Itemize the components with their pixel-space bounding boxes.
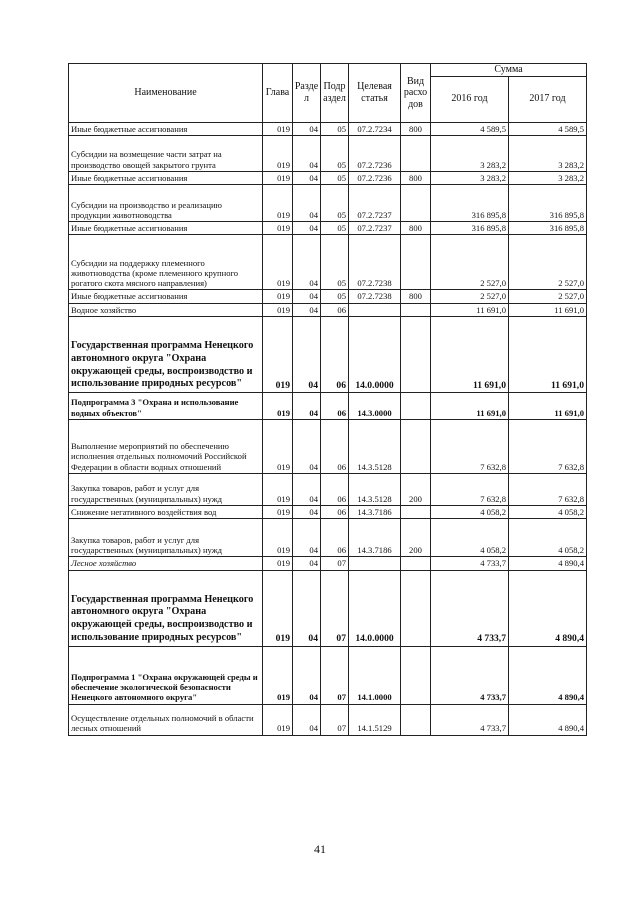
table-row xyxy=(69,646,587,704)
row-name: Субсидии на поддержку племенного животноводства (кроме племенного крупного рогатого скота мясного направления) xyxy=(69,235,263,290)
row-target: 07.2.7236 xyxy=(349,135,401,171)
row-subsection: 07 xyxy=(321,646,349,704)
row-chapter: 019 xyxy=(263,570,293,646)
row-subsection: 05 xyxy=(321,171,349,184)
row-target: 14.3.0000 xyxy=(349,393,401,420)
row-name: Субсидии на производство и реализацию продукции животноводства xyxy=(69,185,263,222)
row-sum-2017: 4 890,4 xyxy=(509,557,587,570)
row-sum-2016: 3 283,2 xyxy=(431,171,509,184)
row-section: 04 xyxy=(293,290,321,303)
row-chapter: 019 xyxy=(263,317,293,393)
row-section: 04 xyxy=(293,646,321,704)
row-name: Снижение негативного воздействия вод xyxy=(69,506,263,519)
row-name: Водное хозяйство xyxy=(69,303,263,316)
row-target: 07.2.7234 xyxy=(349,122,401,135)
table-row xyxy=(69,235,587,290)
row-sum-2017: 4 058,2 xyxy=(509,519,587,557)
row-expense-type: 200 xyxy=(401,519,431,557)
row-sum-2016: 2 527,0 xyxy=(431,235,509,290)
header-year-2016: 2016 год xyxy=(431,76,509,122)
header-section: Разде л xyxy=(293,64,321,123)
header-year-2017: 2017 год xyxy=(509,76,587,122)
row-chapter: 019 xyxy=(263,122,293,135)
row-name: Подпрограмма 1 "Охрана окружающей среды и обеспечение экологической безопасности Ненецкого автономного округа" xyxy=(69,646,263,704)
row-sum-2016: 4 589,5 xyxy=(431,122,509,135)
row-subsection: 06 xyxy=(321,474,349,506)
table-row xyxy=(69,122,587,135)
row-name: Иные бюджетные ассигнования xyxy=(69,222,263,235)
row-sum-2016: 7 632,8 xyxy=(431,420,509,474)
row-target: 14.3.7186 xyxy=(349,506,401,519)
row-subsection: 05 xyxy=(321,122,349,135)
row-sum-2016: 4 733,7 xyxy=(431,570,509,646)
row-subsection: 05 xyxy=(321,290,349,303)
row-expense-type xyxy=(401,420,431,474)
table-row xyxy=(69,222,587,235)
row-sum-2017: 3 283,2 xyxy=(509,135,587,171)
row-section: 04 xyxy=(293,557,321,570)
row-chapter: 019 xyxy=(263,474,293,506)
page-number: 41 xyxy=(314,842,326,856)
row-section: 04 xyxy=(293,235,321,290)
row-subsection: 06 xyxy=(321,506,349,519)
row-expense-type: 800 xyxy=(401,122,431,135)
row-sum-2016: 4 058,2 xyxy=(431,506,509,519)
row-chapter: 019 xyxy=(263,646,293,704)
row-sum-2017: 316 895,8 xyxy=(509,222,587,235)
row-sum-2017: 4 890,4 xyxy=(509,646,587,704)
row-section: 04 xyxy=(293,474,321,506)
row-target: 07.2.7238 xyxy=(349,235,401,290)
row-target: 14.1.5129 xyxy=(349,704,401,735)
row-section: 04 xyxy=(293,519,321,557)
row-section: 04 xyxy=(293,185,321,222)
row-expense-type: 800 xyxy=(401,290,431,303)
row-target: 14.1.0000 xyxy=(349,646,401,704)
row-chapter: 019 xyxy=(263,519,293,557)
table-row xyxy=(69,303,587,316)
row-target: 14.3.5128 xyxy=(349,474,401,506)
row-target: 14.3.5128 xyxy=(349,420,401,474)
row-section: 04 xyxy=(293,420,321,474)
row-target: 14.3.7186 xyxy=(349,519,401,557)
row-sum-2016: 4 733,7 xyxy=(431,704,509,735)
row-chapter: 019 xyxy=(263,222,293,235)
row-section: 04 xyxy=(293,122,321,135)
header-subsection: Подр аздел xyxy=(321,64,349,123)
table-row xyxy=(69,290,587,303)
row-target: 07.2.7237 xyxy=(349,185,401,222)
row-chapter: 019 xyxy=(263,185,293,222)
row-sum-2016: 316 895,8 xyxy=(431,222,509,235)
row-sum-2017: 2 527,0 xyxy=(509,235,587,290)
row-chapter: 019 xyxy=(263,420,293,474)
row-expense-type xyxy=(401,646,431,704)
row-sum-2017: 11 691,0 xyxy=(509,303,587,316)
table-row xyxy=(69,317,587,393)
row-expense-type: 800 xyxy=(401,171,431,184)
row-sum-2017: 4 058,2 xyxy=(509,506,587,519)
row-sum-2017: 4 890,4 xyxy=(509,704,587,735)
row-subsection: 07 xyxy=(321,704,349,735)
row-sum-2016: 4 058,2 xyxy=(431,519,509,557)
header-name: Наименование xyxy=(69,64,263,123)
row-sum-2017: 4 589,5 xyxy=(509,122,587,135)
row-subsection: 06 xyxy=(321,303,349,316)
row-section: 04 xyxy=(293,317,321,393)
row-subsection: 06 xyxy=(321,420,349,474)
table-row xyxy=(69,570,587,646)
row-subsection: 07 xyxy=(321,557,349,570)
row-section: 04 xyxy=(293,570,321,646)
row-sum-2016: 11 691,0 xyxy=(431,393,509,420)
row-section: 04 xyxy=(293,506,321,519)
row-expense-type xyxy=(401,557,431,570)
row-sum-2017: 3 283,2 xyxy=(509,171,587,184)
row-section: 04 xyxy=(293,171,321,184)
row-expense-type xyxy=(401,135,431,171)
row-sum-2017: 11 691,0 xyxy=(509,393,587,420)
row-expense-type xyxy=(401,317,431,393)
row-chapter: 019 xyxy=(263,235,293,290)
row-subsection: 05 xyxy=(321,135,349,171)
row-section: 04 xyxy=(293,135,321,171)
header-chapter: Глава xyxy=(263,64,293,123)
header-expense-type: Вид расхо дов xyxy=(401,64,431,123)
row-chapter: 019 xyxy=(263,704,293,735)
table-row xyxy=(69,506,587,519)
table-row xyxy=(69,420,587,474)
row-subsection: 05 xyxy=(321,222,349,235)
row-section: 04 xyxy=(293,222,321,235)
row-name: Закупка товаров, работ и услуг для государственных (муниципальных) нужд xyxy=(69,519,263,557)
row-name: Государственная программа Ненецкого автономного округа "Охрана окружающей среды, воспроизводство и использование природных ресурсов" xyxy=(69,317,263,393)
row-sum-2017: 7 632,8 xyxy=(509,474,587,506)
row-subsection: 06 xyxy=(321,393,349,420)
table-row xyxy=(69,519,587,557)
row-name: Иные бюджетные ассигнования xyxy=(69,171,263,184)
row-sum-2016: 316 895,8 xyxy=(431,185,509,222)
row-section: 04 xyxy=(293,704,321,735)
row-name: Субсидии на возмещение части затрат на производство овощей закрытого грунта xyxy=(69,135,263,171)
row-expense-type xyxy=(401,393,431,420)
row-target: 14.0.0000 xyxy=(349,317,401,393)
row-subsection: 05 xyxy=(321,185,349,222)
row-expense-type xyxy=(401,185,431,222)
row-name: Выполнение мероприятий по обеспечению исполнения отдельных полномочий Российской Федерации в области водных отношений xyxy=(69,420,263,474)
table-row xyxy=(69,393,587,420)
row-name: Осуществление отдельных полномочий в области лесных отношений xyxy=(69,704,263,735)
row-sum-2016: 4 733,7 xyxy=(431,646,509,704)
row-expense-type xyxy=(401,570,431,646)
row-expense-type xyxy=(401,235,431,290)
row-name: Иные бюджетные ассигнования xyxy=(69,122,263,135)
row-chapter: 019 xyxy=(263,171,293,184)
row-subsection: 06 xyxy=(321,519,349,557)
row-target: 14.0.0000 xyxy=(349,570,401,646)
table-row xyxy=(69,135,587,171)
table-row xyxy=(69,185,587,222)
row-subsection: 06 xyxy=(321,317,349,393)
row-sum-2017: 7 632,8 xyxy=(509,420,587,474)
row-chapter: 019 xyxy=(263,393,293,420)
row-sum-2017: 11 691,0 xyxy=(509,317,587,393)
row-name: Государственная программа Ненецкого автономного округа "Охрана окружающей среды, воспроизводство и использование природных ресурсов" xyxy=(69,570,263,646)
row-target: 07.2.7236 xyxy=(349,171,401,184)
row-target xyxy=(349,303,401,316)
row-sum-2017: 2 527,0 xyxy=(509,290,587,303)
row-chapter: 019 xyxy=(263,290,293,303)
row-section: 04 xyxy=(293,303,321,316)
row-subsection: 05 xyxy=(321,235,349,290)
row-sum-2016: 11 691,0 xyxy=(431,317,509,393)
table-row xyxy=(69,557,587,570)
header-sum: Сумма xyxy=(431,64,587,77)
row-sum-2016: 2 527,0 xyxy=(431,290,509,303)
row-name: Закупка товаров, работ и услуг для государственных (муниципальных) нужд xyxy=(69,474,263,506)
row-chapter: 019 xyxy=(263,303,293,316)
row-expense-type xyxy=(401,704,431,735)
row-expense-type xyxy=(401,506,431,519)
row-name: Иные бюджетные ассигнования xyxy=(69,290,263,303)
row-name: Лесное хозяйство xyxy=(69,557,263,570)
row-name: Подпрограмма 3 "Охрана и использование водных объектов" xyxy=(69,393,263,420)
row-target: 07.2.7238 xyxy=(349,290,401,303)
row-sum-2017: 4 890,4 xyxy=(509,570,587,646)
row-sum-2016: 7 632,8 xyxy=(431,474,509,506)
table-row xyxy=(69,171,587,184)
row-sum-2016: 11 691,0 xyxy=(431,303,509,316)
table-row xyxy=(69,704,587,735)
row-expense-type: 200 xyxy=(401,474,431,506)
row-sum-2017: 316 895,8 xyxy=(509,185,587,222)
header-target: Целевая статья xyxy=(349,64,401,123)
row-chapter: 019 xyxy=(263,557,293,570)
row-subsection: 07 xyxy=(321,570,349,646)
row-chapter: 019 xyxy=(263,135,293,171)
row-target: 07.2.7237 xyxy=(349,222,401,235)
row-expense-type: 800 xyxy=(401,222,431,235)
table-row xyxy=(69,474,587,506)
row-chapter: 019 xyxy=(263,506,293,519)
row-expense-type xyxy=(401,303,431,316)
header-row-top xyxy=(69,64,587,77)
budget-table xyxy=(68,63,587,736)
row-section: 04 xyxy=(293,393,321,420)
row-sum-2016: 3 283,2 xyxy=(431,135,509,171)
row-sum-2016: 4 733,7 xyxy=(431,557,509,570)
row-target xyxy=(349,557,401,570)
